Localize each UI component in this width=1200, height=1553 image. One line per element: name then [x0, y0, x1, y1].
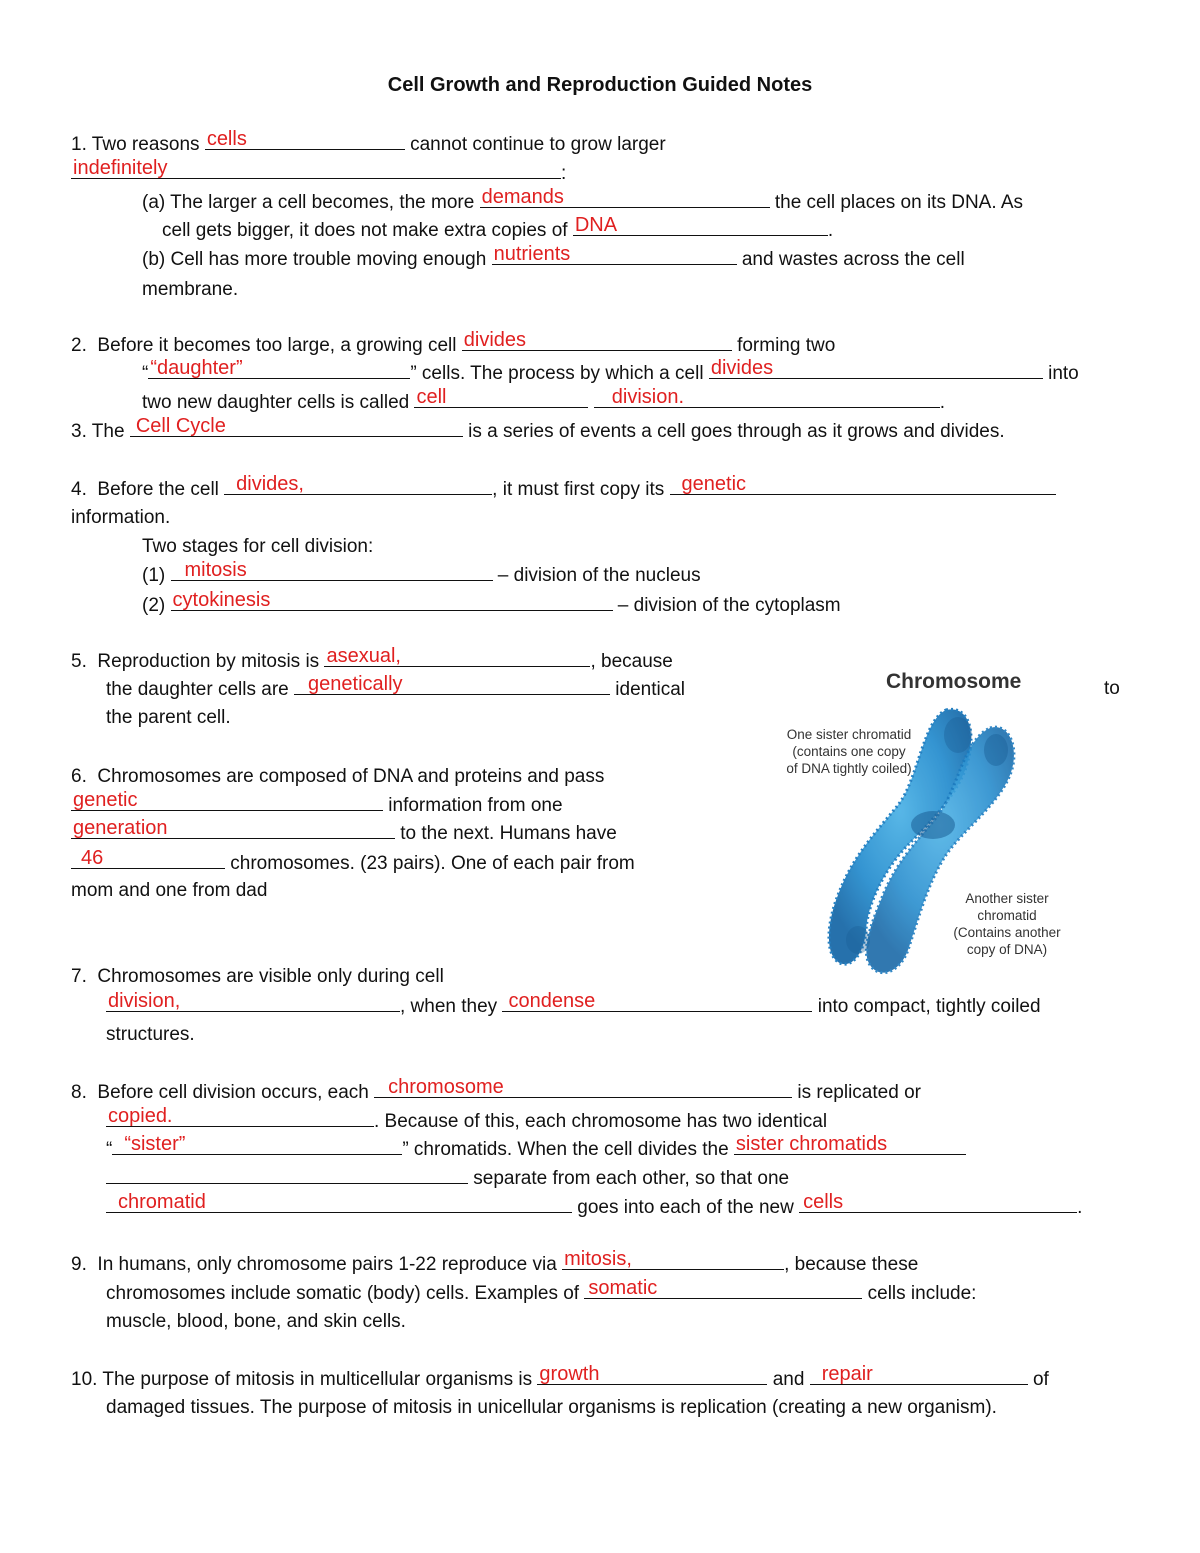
q1-line1: 1. Two reasons cells cannot continue to grow larger [71, 128, 666, 155]
q4-blank-2[interactable] [670, 473, 1056, 495]
q2-line1: 2. Before it becomes too large, a growing cell divides forming two [71, 329, 836, 356]
q8-blank-2[interactable] [106, 1105, 374, 1127]
q4-answer-1: divides, [236, 473, 304, 495]
q5-blank-2[interactable] [294, 673, 610, 695]
q10-answer-2: repair [821, 1363, 873, 1385]
q1-line-b: (b) Cell has more trouble moving enough nutrients and wastes across the cell [142, 243, 965, 270]
q1-line2: indefinitely : [73, 157, 567, 184]
q2-answer-2: “daughter” [150, 357, 243, 379]
chromosome-figure [758, 650, 1068, 990]
q9-blank-1[interactable] [562, 1248, 784, 1270]
q4-line1: 4. Before the cell divides, , it must first copy its genetic [71, 477, 1056, 502]
q1-answer-2: indefinitely [73, 157, 168, 179]
q1-line-a2: cell gets bigger, it does not make extra copies of DNA . [162, 214, 834, 241]
q2-line3: two new daughter cells is called cell division. . [142, 386, 946, 413]
q7-blank-1[interactable] [106, 990, 400, 1012]
label-sister-chromatid-1: One sister chromatid (contains one copy of DNA tightly coiled) [786, 727, 912, 776]
q1-blank-b[interactable] [492, 243, 737, 265]
q2-blank-3[interactable] [709, 357, 1043, 379]
q7-line1: 7. Chromosomes are visible only during cell [71, 966, 444, 987]
q8-blank-6[interactable] [106, 1191, 572, 1213]
q8-answer-3: “sister” [124, 1133, 186, 1155]
q5-to: to [1104, 678, 1120, 699]
q1-answer-b: nutrients [493, 243, 571, 265]
q6-answer-2: generation [73, 817, 168, 839]
q2-blank-4[interactable] [414, 386, 588, 408]
q4-answer-2: genetic [681, 473, 747, 495]
q9-answer-1: mitosis, [564, 1248, 632, 1270]
q1-blank-2[interactable] [71, 157, 561, 179]
q2-blank-5[interactable] [594, 386, 940, 408]
q8-answer-6: cells [803, 1191, 844, 1213]
q4-blank-1[interactable] [224, 473, 492, 495]
q8-line1: 8. Before cell division occurs, each chromosome is replicated or [71, 1076, 921, 1103]
q7-answer-2: condense [508, 990, 596, 1012]
q8-line4: separate from each other, so that one [106, 1166, 789, 1191]
q2-answer-5: division. [611, 386, 685, 408]
q8-blank-1[interactable] [374, 1076, 792, 1098]
q3-line: 3. The Cell Cycle is a series of events a cell goes through as it grows and divides. [71, 415, 1005, 442]
q2-answer-3: divides [710, 357, 774, 379]
q1-answer-1: cells [206, 128, 247, 150]
q9-line1: 9. In humans, only chromosome pairs 1-22 reproduce via mitosis, , because these [71, 1248, 919, 1275]
q4-stages-heading: Two stages for cell division: [142, 536, 374, 557]
q7-blank-2[interactable] [502, 990, 812, 1012]
q4-line2: information. [71, 507, 171, 528]
q9-line3: muscle, blood, bone, and skin cells. [106, 1311, 406, 1332]
figure-title: Chromosome [886, 670, 1022, 693]
q5-blank-1[interactable] [324, 645, 590, 667]
q1-line-b2: membrane. [142, 279, 239, 300]
q1-blank-a[interactable] [480, 186, 770, 208]
q8-blank-5 [106, 1166, 468, 1184]
q8-blank-4[interactable] [734, 1133, 966, 1155]
q8-line5: chromatid goes into each of the new cells . [106, 1195, 1082, 1220]
q5-line2: the daughter cells are genetically identical [106, 673, 686, 700]
q5-line3: the parent cell. [106, 707, 231, 728]
q1-blank-a2[interactable] [573, 214, 828, 236]
q8-blank-7[interactable] [799, 1191, 1077, 1213]
q2-blank-2[interactable] [148, 357, 410, 379]
q4-answer-stage2: cytokinesis [172, 589, 271, 611]
q8-answer-5: chromatid [118, 1191, 206, 1213]
q4-stage-2: (2) cytokinesis – division of the cytoplasm [142, 589, 841, 616]
q6-line3: generation to the next. Humans have [73, 817, 617, 844]
q10-line2: damaged tissues. The purpose of mitosis in unicellular organisms is replication (creating a new organism). [106, 1397, 997, 1418]
q5-answer-1: asexual, [326, 645, 401, 667]
q2-answer-1: divides [463, 329, 527, 351]
q2-answer-4: cell [416, 386, 447, 408]
q6-answer-3: 46 [81, 847, 104, 869]
q6-answer-1: genetic [73, 789, 138, 811]
q9-answer-2: somatic [588, 1277, 658, 1299]
q7-answer-1: division, [108, 990, 181, 1012]
q1-answer-a2: DNA [574, 214, 618, 236]
q8-answer-2: copied. [108, 1105, 173, 1127]
q8-line2: copied. . Because of this, each chromosome has two identical [108, 1105, 828, 1132]
q8-answer-1: chromosome [388, 1076, 504, 1098]
q5-line1: 5. Reproduction by mitosis is asexual, , because [71, 645, 673, 672]
label-sister-chromatid-2: Another sister chromatid (Contains another copy of DNA) [953, 891, 1061, 957]
q2-line2: “ “daughter” ” cells. The process by which a cell divides into [142, 357, 1079, 384]
q6-line5: mom and one from dad [71, 880, 268, 901]
q1-blank-1[interactable] [205, 128, 405, 150]
q1-answer-a: demands [481, 186, 564, 208]
q4-answer-stage1: mitosis [184, 559, 247, 581]
q6-blank-2[interactable] [71, 817, 395, 839]
q10-answer-1: growth [539, 1363, 600, 1385]
q10-line1: 10. The purpose of mitosis in multicellular organisms is growth and repair of [71, 1363, 1049, 1390]
q5-answer-2: genetically [308, 673, 403, 695]
q3-blank[interactable] [130, 415, 463, 437]
q7-line2: division, , when they condense into compact, tightly coiled [108, 990, 1041, 1017]
q7-line3: structures. [106, 1024, 195, 1045]
q10-blank-2[interactable] [810, 1363, 1028, 1385]
page-title: Cell Growth and Reproduction Guided Notes [387, 74, 813, 96]
q6-line2: genetic information from one [73, 789, 563, 816]
q6-line1: 6. Chromosomes are composed of DNA and proteins and pass [71, 766, 605, 787]
q6-line4: 46 chromosomes. (23 pairs). One of each pair from [71, 851, 635, 876]
q9-line2: chromosomes include somatic (body) cells. Examples of somatic cells include: [106, 1277, 977, 1304]
q8-answer-4: sister chromatids [735, 1133, 888, 1155]
q9-blank-2[interactable] [584, 1277, 862, 1299]
q4-blank-stage1[interactable] [171, 559, 493, 581]
q6-blank-3[interactable] [71, 847, 225, 869]
q8-line3: “ “sister” ” chromatids. When the cell divides the sister chromatids [106, 1137, 966, 1162]
q1-line-a: (a) The larger a cell becomes, the more demands the cell places on its DNA. As [142, 186, 1024, 213]
q4-stage-1: (1) mitosis – division of the nucleus [142, 559, 701, 586]
q8-blank-3[interactable] [112, 1133, 402, 1155]
q2-blank-1[interactable] [462, 329, 732, 351]
q3-answer: Cell Cycle [135, 415, 226, 437]
q10-blank-1[interactable] [537, 1363, 767, 1385]
